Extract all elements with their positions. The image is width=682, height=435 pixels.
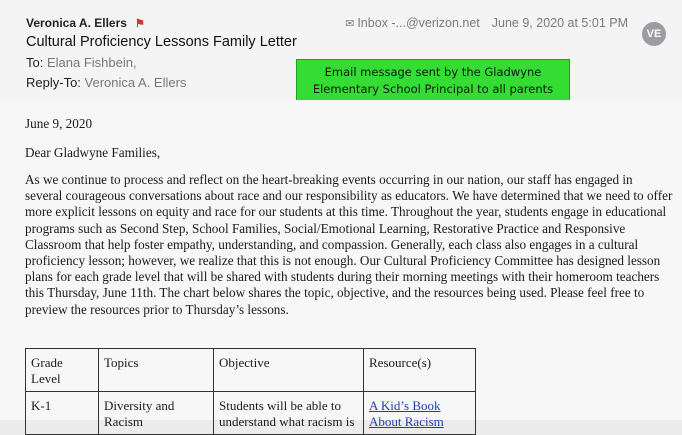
cell-objective: Students will be able to understand what racism is bbox=[214, 392, 364, 435]
table-row bbox=[26, 392, 476, 435]
to-recipient[interactable]: Elana Fishbein, bbox=[46, 55, 137, 70]
lesson-table bbox=[25, 348, 476, 435]
letter-date: June 9, 2020 bbox=[25, 116, 93, 131]
cell-grade: K-1 bbox=[26, 392, 99, 435]
header-resources: Resource(s) bbox=[364, 349, 476, 392]
mailbox-icon: ✉ bbox=[345, 18, 355, 30]
annotation-callout: Email message sent by the Gladwyne Elementary School Principal to all parents bbox=[296, 59, 570, 137]
letter-greeting: Dear Gladwyne Families, bbox=[25, 145, 161, 160]
flag-icon[interactable]: ⚑ bbox=[134, 18, 145, 30]
sent-date: June 9, 2020 at 5:01 PM bbox=[491, 16, 628, 30]
reply-to-label: Reply-To: bbox=[26, 75, 81, 90]
header-objective: Objective bbox=[214, 349, 364, 392]
email-body bbox=[0, 100, 682, 429]
letter-paragraph: As we continue to process and reflect on the heart-breaking events occurring in our nation, our staff has engaged in several courageous conversations about race and our responsibility as educators. We have determined that we need to offer more explicit lessons on equity and race for our students at this time. Throughout the year, students engage in educational programs such as Second Step, School Families, Social/Emotional Learning, Restorative Practice and Responsive Classroom that help foster empathy, understanding, and compassion. Generally, each class also engages in a cultural proficiency lesson; however, we realize that this is not enough. Our Cultural Proficiency Committee has designed lesson plans for each grade level that will be shared with students during their morning meetings with their homeroom teachers this Thursday, June 11th. The chart below shares the topic, objective, and the resources being used. Please feel free to preview the resources prior to Thursday’s lessons. bbox=[25, 172, 673, 317]
email-meta bbox=[345, 16, 628, 30]
sender-name[interactable] bbox=[26, 16, 145, 30]
cell-resource bbox=[364, 392, 476, 435]
mailbox-name[interactable]: Inbox -...@verizon.net bbox=[357, 16, 480, 30]
table-header-row bbox=[26, 349, 476, 392]
email-subject: Cultural Proficiency Lessons Family Letter bbox=[26, 34, 297, 50]
header-grade-level: Grade Level bbox=[26, 349, 99, 392]
sender-label: Veronica A. Ellers bbox=[26, 16, 127, 30]
avatar[interactable]: VE bbox=[642, 22, 666, 46]
to-line bbox=[26, 55, 137, 70]
reply-to-line bbox=[26, 75, 186, 90]
header-topics: Topics bbox=[99, 349, 214, 392]
reply-to-address[interactable]: Veronica A. Ellers bbox=[84, 75, 187, 90]
to-label: To: bbox=[26, 55, 44, 70]
cell-topic: Diversity and Racism bbox=[99, 392, 214, 435]
resource-link[interactable]: A Kid’s Book About Racism bbox=[369, 398, 444, 429]
